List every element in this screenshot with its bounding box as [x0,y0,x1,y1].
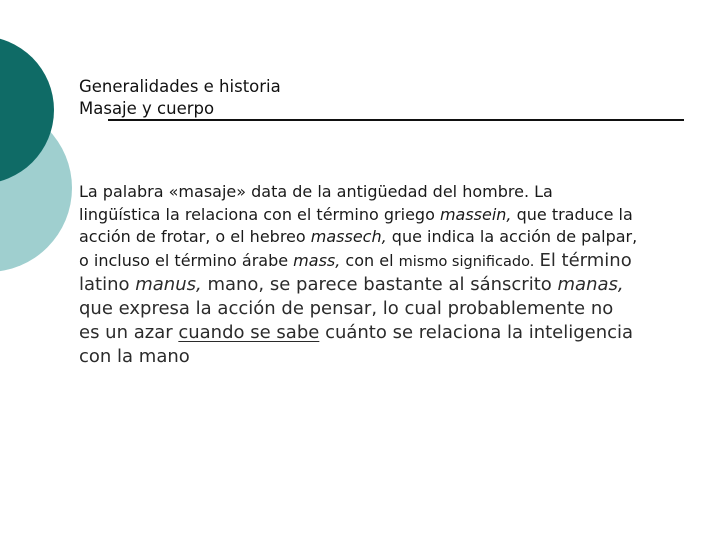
term-mass: mass, [293,250,341,270]
text-run: mano, se parece bastante al sánscrito [201,274,558,295]
title-line-2: Masaje y cuerpo [79,99,215,118]
body-paragraph [79,181,639,369]
text-run: que indica la acción de palpar, o incluso el término árabe [79,227,638,270]
term-massein: massein, [439,204,512,224]
text-run: cuánto se relaciona la inteligencia con la mano [79,322,634,367]
text-run: La palabra «masaje» data de la antigüedad del hombre. La lingüística la relaciona con el término griego [79,182,553,224]
underlined-phrase: cuando se sabe [178,322,320,343]
text-run: El término latino [79,249,632,295]
text-run: con el [340,250,399,270]
term-massech: massech, [310,227,387,246]
text-run: que expresa la acción de pensar, lo cual probablemente no es un azar [79,298,614,343]
title-divider [108,119,684,121]
slide-title [79,76,281,120]
text-run: mismo significado. [398,253,535,270]
text-run: que traduce la acción de frotar, o el hebreo [79,204,633,246]
term-manus: manus, [135,274,202,295]
title-line-1: Generalidades e historia [79,77,281,96]
term-manas: manas, [557,274,624,295]
